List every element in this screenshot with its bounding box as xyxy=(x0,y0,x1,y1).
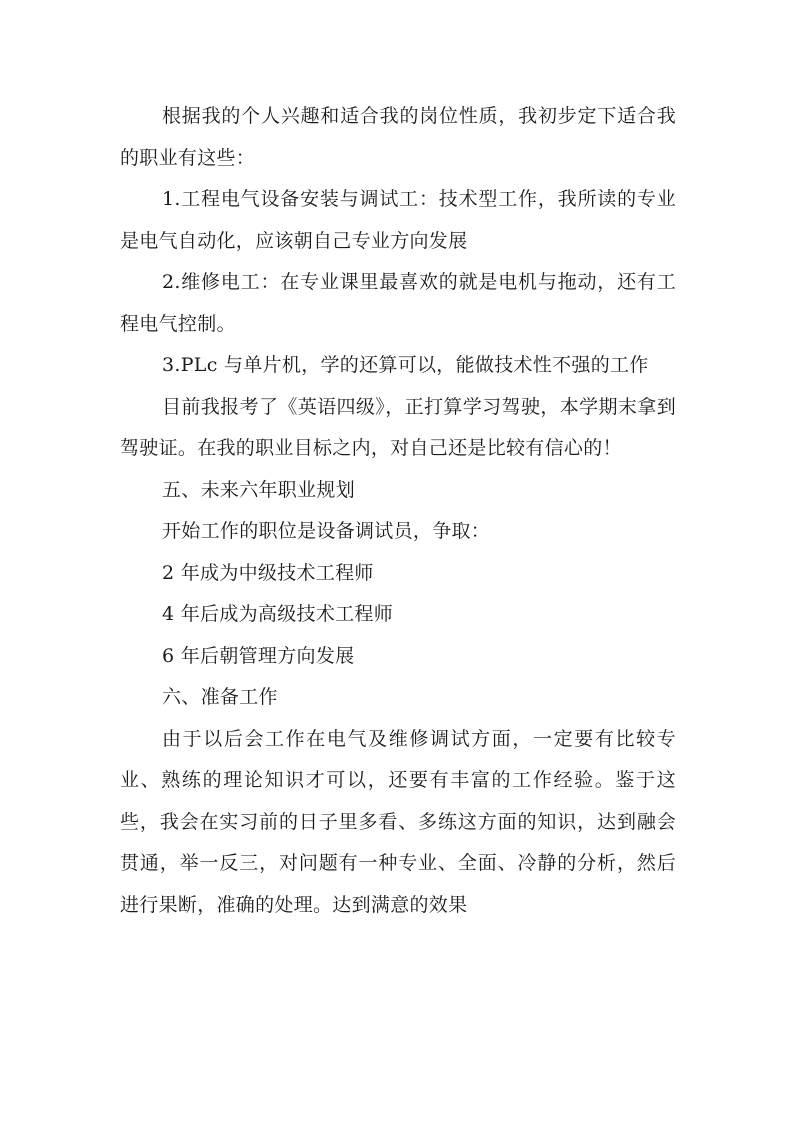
paragraph-career-item-3: 3.PLc 与单片机，学的还算可以，能做技术性不强的工作 xyxy=(162,354,649,376)
paragraph-career-item-1: 1.工程电气设备安装与调试工：技术型工作，我所读的专业是电气自动化，应该朝自己专业方向发展 xyxy=(120,188,676,252)
paragraph-career-intro: 根据我的个人兴趣和适合我的岗位性质，我初步定下适合我的职业有这些： xyxy=(120,105,676,169)
plan-item-4-years: 4 年后成为高级技术工程师 xyxy=(162,603,394,625)
paragraph-preparation-details: 由于以后会工作在电气及维修调试方面，一定要有比较专业、熟练的理论知识才可以，还要有丰富的工作经验。鉴于这些，我会在实习前的日子里多看、多练这方面的知识，达到融会贯通，举一反三，对问题有一种专业、全面、冷静的分析，然后进行果断，准确的处理。达到满意的效果 xyxy=(120,727,676,916)
paragraph-first-position: 开始工作的职位是设备调试员，争取： xyxy=(162,520,491,542)
paragraph-career-item-2: 2.维修电工：在专业课里最喜欢的就是电机与拖动，还有工程电气控制。 xyxy=(120,271,676,335)
paragraph-current-status: 目前我报考了《英语四级》，正打算学习驾驶，本学期末拿到驾驶证。在我的职业目标之内，对自己还是比较有信心的！ xyxy=(120,395,676,459)
section-heading-preparation: 六、准备工作 xyxy=(162,686,278,708)
plan-item-2-years: 2 年成为中级技术工程师 xyxy=(162,561,374,584)
plan-item-6-years: 6 年后朝管理方向发展 xyxy=(162,644,355,667)
section-heading-six-year-plan: 五、未来六年职业规划 xyxy=(162,478,356,501)
document-body xyxy=(120,96,676,926)
